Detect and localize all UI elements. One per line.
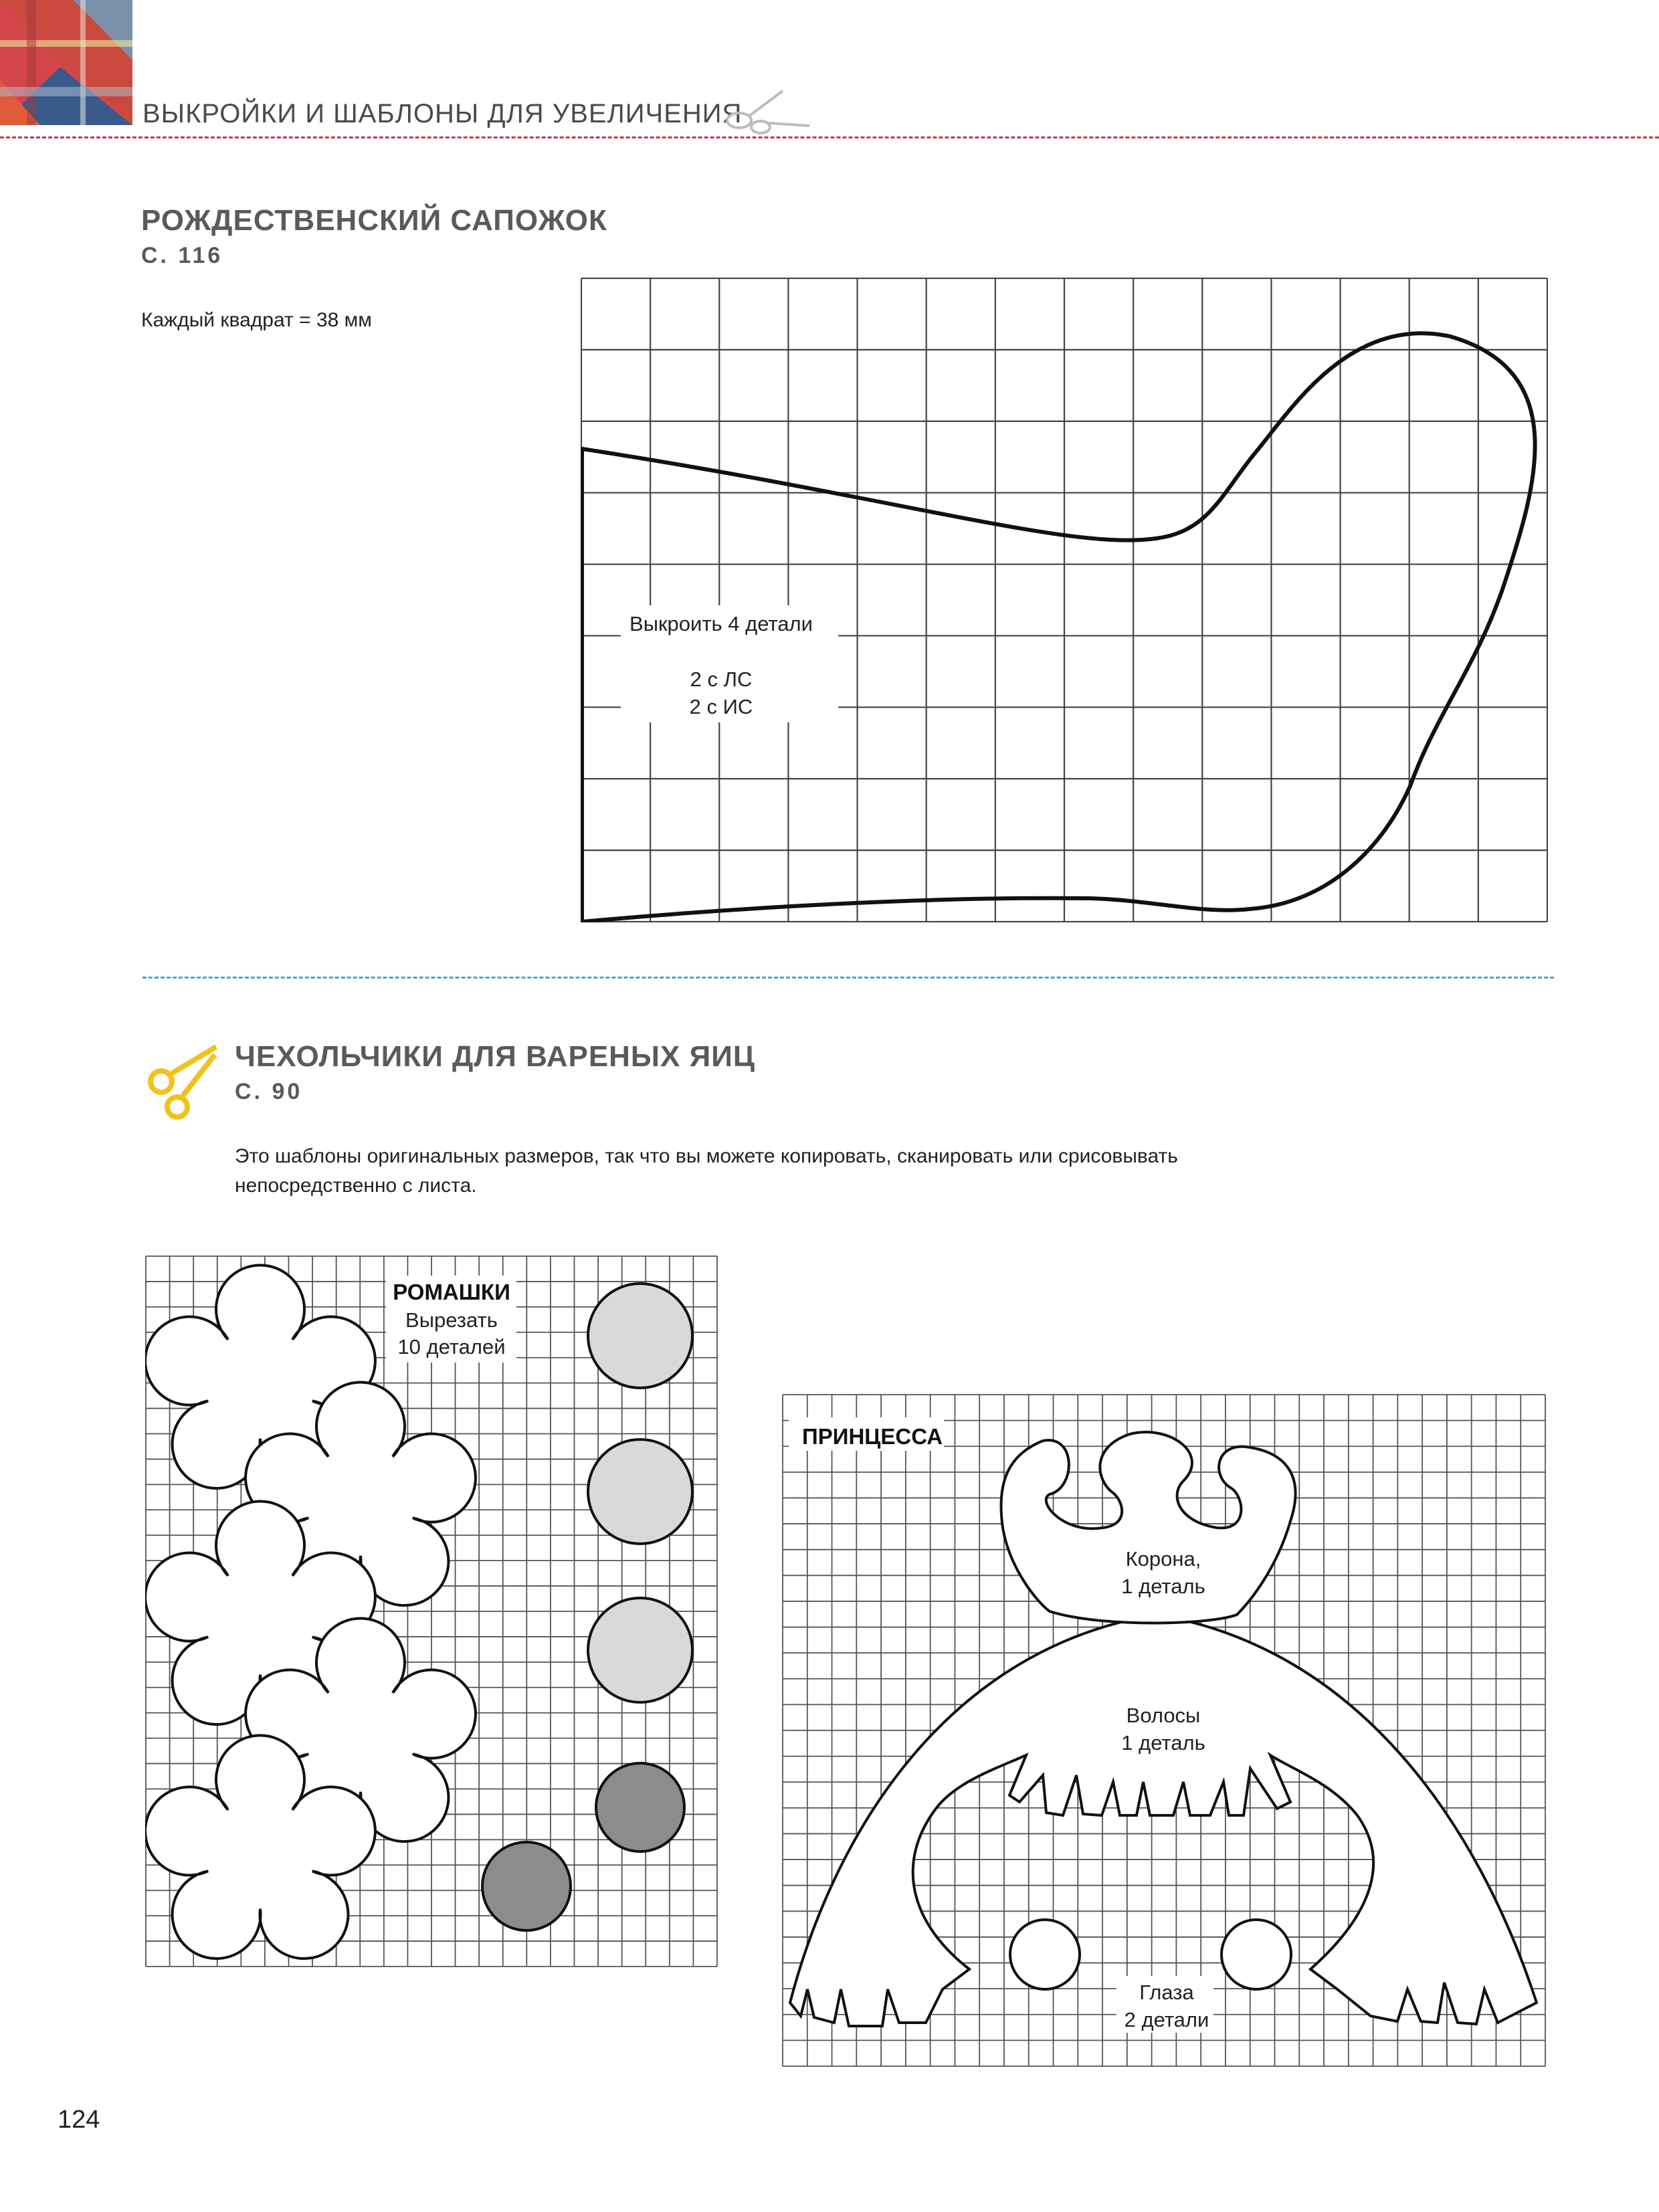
daisies-line2: 10 деталей <box>397 1335 506 1359</box>
princess-pattern <box>782 1394 1546 2070</box>
circle-light <box>588 1284 692 1388</box>
hair-outline <box>790 1615 1537 2026</box>
crown-line1: Корона, <box>1125 1547 1201 1571</box>
boot-page-ref: С. 116 <box>141 243 223 268</box>
boot-label-ls: 2 с ЛС <box>690 668 753 691</box>
egg-desc-line1: Это шаблоны оригинальных размеров, так что вы можете копировать, сканировать или срисовывать <box>235 1145 1178 1167</box>
hair-line2: 1 деталь <box>1121 1731 1205 1754</box>
crown-line2: 1 деталь <box>1121 1575 1205 1598</box>
hair-line1: Волосы <box>1126 1704 1201 1727</box>
boot-label-cut: Выкроить 4 детали <box>629 612 813 635</box>
daisies-title: РОМАШКИ <box>393 1280 510 1304</box>
boot-scale-note: Каждый квадрат = 38 мм <box>141 309 372 331</box>
boot-label-is: 2 с ИС <box>689 695 753 718</box>
boot-pattern <box>581 278 1548 926</box>
page-number: 124 <box>58 2106 100 2134</box>
egg-page-ref: С. 90 <box>235 1079 303 1104</box>
circle-light <box>588 1598 692 1702</box>
header-divider <box>0 136 1659 138</box>
egg-desc-line2: непосредственно с листа. <box>235 1175 477 1197</box>
egg-section-title: ЧЕХОЛЬЧИКИ ДЛЯ ВАРЕНЫХ ЯИЦ <box>235 1040 755 1073</box>
princess-title: ПРИНЦЕССА <box>802 1424 943 1449</box>
plaid-fabric-corner <box>0 0 132 125</box>
header-title: ВЫКРОЙКИ И ШАБЛОНЫ ДЛЯ УВЕЛИЧЕНИЯ <box>142 99 743 128</box>
eyes-line1: Глаза <box>1139 1981 1194 2004</box>
eyes-line2: 2 детали <box>1124 2008 1209 2031</box>
circle-light <box>588 1439 692 1544</box>
scissors-yellow-icon <box>142 1040 223 1124</box>
circle-dark <box>482 1842 571 1930</box>
daisies-pattern <box>145 1255 718 1971</box>
section-divider <box>142 977 1554 979</box>
boot-section-title: РОЖДЕСТВЕНСКИЙ САПОЖОК <box>141 204 607 237</box>
circle-dark <box>596 1763 684 1851</box>
daisies-line1: Вырезать <box>405 1308 498 1332</box>
eye-right <box>1222 1920 1291 1989</box>
scissors-icon <box>719 86 813 142</box>
eye-left <box>1010 1920 1080 1989</box>
